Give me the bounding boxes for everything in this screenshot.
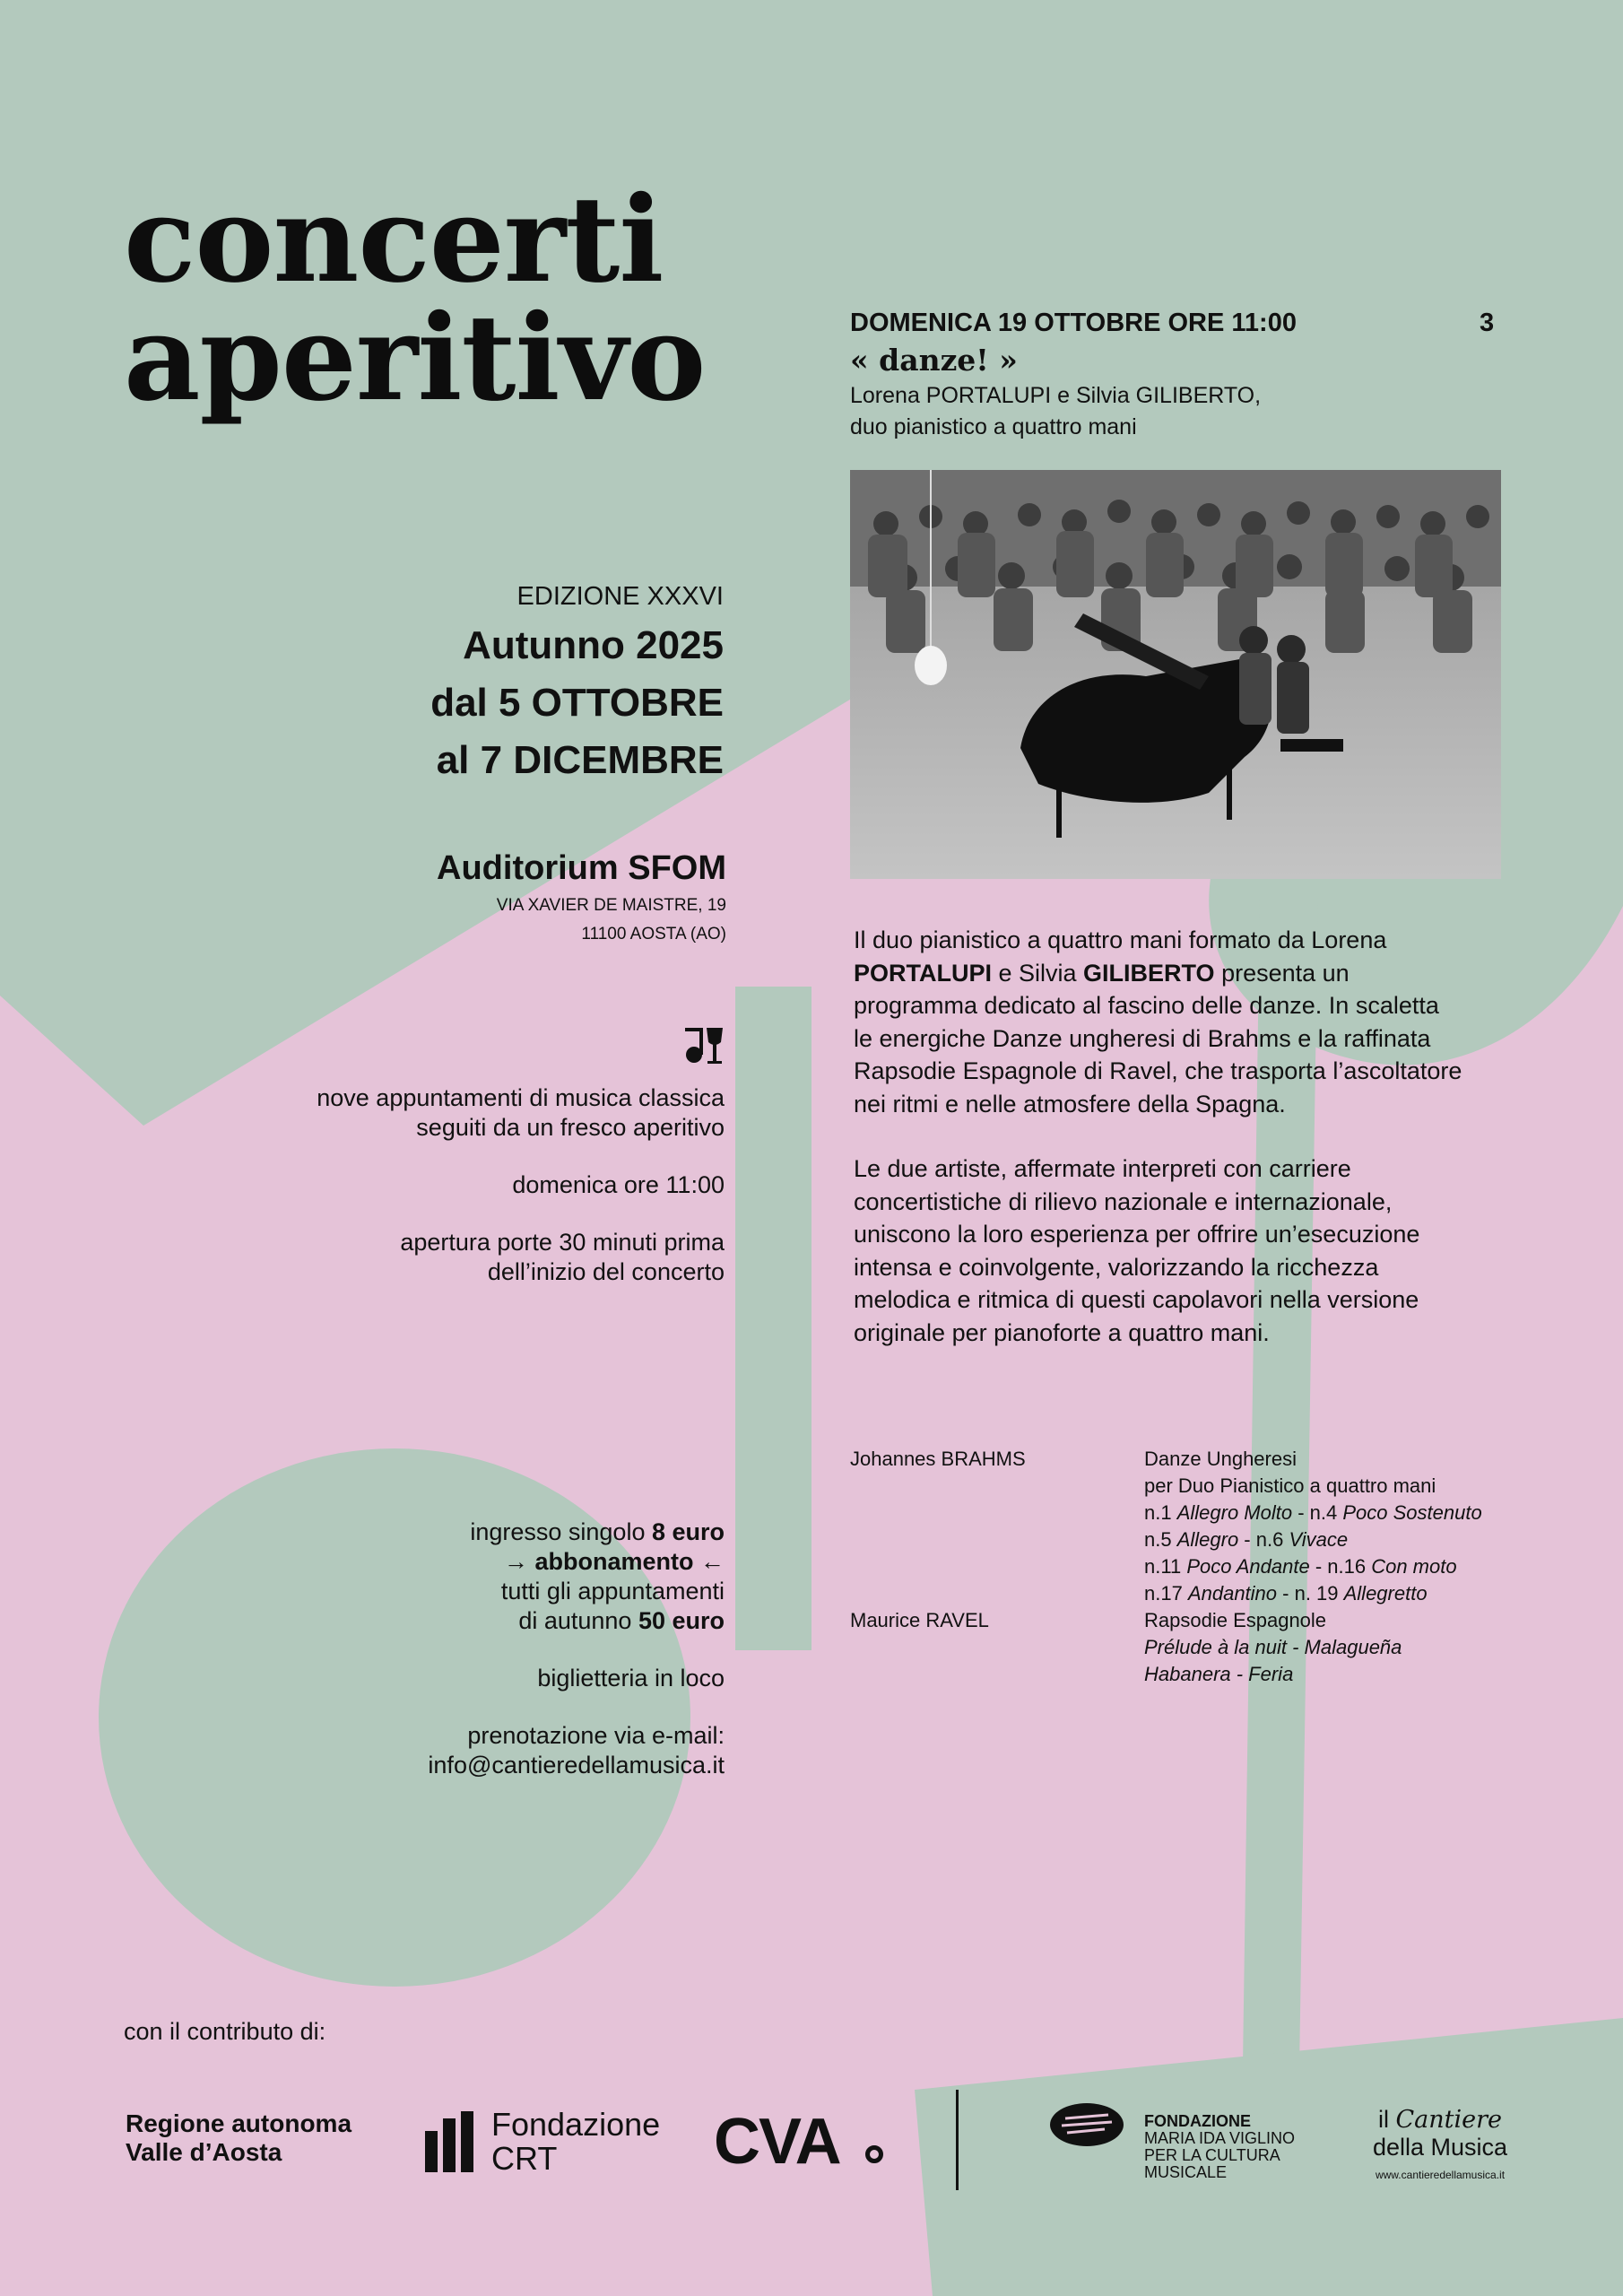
info-description-line1: nove appuntamenti di musica classica (317, 1084, 725, 1111)
concert-photo (850, 470, 1501, 879)
description-p1-connector: e Silvia (992, 959, 1084, 987)
sponsor-region-line2: Valle d’Aosta (126, 2138, 282, 2166)
description-p1-line3: programma dedicato al fascino delle danze. In scaletta (854, 992, 1439, 1019)
description-p1-line5: Rapsodie Espagnole di Ravel, che trasporta l’ascoltatore (854, 1057, 1462, 1084)
description-p1-line4: le energiche Danze ungheresi di Brahms e la raffinata (854, 1024, 1431, 1052)
program-work2-line1: Prélude à la nuit - Malagueña (1144, 1636, 1402, 1658)
concert-ensemble: duo pianistico a quattro mani (850, 414, 1137, 439)
crt-logo-icon (425, 2111, 481, 2172)
dance-number: n.5 (1144, 1528, 1177, 1551)
tickets-subscription: → abbonamento ← (503, 1548, 725, 1575)
tickets-block (187, 1518, 725, 1780)
concert-number: 3 (1480, 309, 1495, 337)
viglino-logo-icon (1049, 2102, 1124, 2147)
info-doors-line1: apertura porte 30 minuti prima (400, 1229, 725, 1256)
sponsors-label: con il contributo di: (124, 2018, 326, 2045)
edition-date-from: dal 5 OTTOBRE (430, 681, 724, 725)
venue-address-line1: VIA XAVIER DE MAISTRE, 19 (496, 896, 726, 915)
dance-number: n.1 (1144, 1501, 1177, 1524)
sponsor-region-logo (126, 2109, 352, 2167)
description-p2-line2: concertistiche di rilievo nazionale e internazionale, (854, 1187, 1393, 1215)
dance-tempo: Vivace (1289, 1528, 1349, 1551)
sponsor-crt-logo (491, 2108, 660, 2176)
dance-tempo: Con moto (1371, 1555, 1457, 1578)
cva-circle-icon (865, 2145, 883, 2163)
dance-tempo: Allegro (1176, 1528, 1239, 1551)
sponsor-cantiere-line2: della Musica (1372, 2134, 1508, 2161)
description-p2-line6: originale per pianoforte a quattro mani. (854, 1318, 1270, 1346)
tickets-box-office: biglietteria in loco (537, 1665, 725, 1692)
concert-date-suffix: OTTOBRE ORE 11:00 (1027, 309, 1297, 337)
edition-label: EDIZIONE XXXVI (516, 582, 724, 611)
info-description-line2: seguiti da un fresco aperitivo (416, 1114, 725, 1141)
sponsor-viglino-line2: MARIA IDA VIGLINO (1144, 2129, 1296, 2147)
performer1-surname: PORTALUPI (854, 959, 992, 987)
dance-tempo: Allegretto (1343, 1582, 1428, 1605)
venue-name: Auditorium SFOM (437, 849, 726, 887)
tickets-subscription-price: 50 euro (638, 1607, 725, 1634)
poster-title-line2: aperitivo (124, 289, 706, 428)
program-work1-row4 (1144, 1580, 1575, 1607)
dance-tempo: Andantino (1187, 1582, 1278, 1605)
edition-block (275, 581, 724, 789)
description-p1-line1: Il duo pianistico a quattro mani formato da Lorena (854, 926, 1387, 953)
info-schedule: domenica ore 11:00 (512, 1171, 725, 1198)
cantiere-article: il (1378, 2106, 1396, 2133)
performer2-surname: GILIBERTO (1083, 959, 1215, 987)
concert-description (854, 924, 1535, 1349)
info-block (187, 1083, 725, 1287)
program-work1-title: Danze Ungheresi (1144, 1448, 1297, 1470)
tickets-single-price: 8 euro (651, 1518, 725, 1545)
concert-performers: Lorena PORTALUPI e Silvia GILIBERTO, (850, 383, 1262, 408)
description-p1-line6: nei ritmi e nelle atmosfere della Spagna. (854, 1090, 1286, 1118)
sponsor-crt-line2: CRT (491, 2140, 558, 2177)
description-p2-line4: intensa e coinvolgente, valorizzando la ricchezza (854, 1253, 1379, 1281)
poster-title-line1: concerti (124, 170, 664, 309)
sponsor-cva-logo: CVA (714, 2106, 840, 2178)
sponsor-viglino-line1: FONDAZIONE (1144, 2112, 1251, 2130)
tickets-subscription-line2: tutti gli appuntamenti (500, 1578, 725, 1605)
description-p1-line2 (854, 957, 1535, 990)
music-glass-icon (683, 1026, 725, 1065)
dance-tempo: Allegro Molto (1176, 1501, 1293, 1524)
edition-season: Autunno 2025 (463, 623, 724, 667)
sponsor-divider (956, 2090, 959, 2190)
info-doors-line2: dell’inizio del concerto (487, 1258, 725, 1285)
tickets-booking-label: prenotazione via e-mail: (467, 1722, 725, 1749)
program-work1-subtitle: per Duo Pianistico a quattro mani (1144, 1474, 1436, 1497)
program-composer1: Johannes BRAHMS (850, 1448, 1026, 1470)
dance-tempo: Poco Sostenuto (1342, 1501, 1482, 1524)
tickets-single (187, 1518, 725, 1547)
sponsor-cantiere-url[interactable]: www.cantieredellamusica.it (1375, 2169, 1506, 2181)
description-p1-tail: presenta un (1214, 959, 1350, 987)
sponsor-viglino-line3: PER LA CULTURA (1144, 2146, 1280, 2164)
concert-title: « danze! » (850, 343, 1018, 378)
program-work2 (1144, 1607, 1575, 1688)
program-work2-line2: Habanera - Feria (1144, 1663, 1294, 1685)
edition-date-to: al 7 DICEMBRE (436, 738, 724, 782)
tickets-subscription-price-row (187, 1606, 725, 1636)
description-p2-line5: melodica e ritmica di questi capolavori nella versione (854, 1286, 1419, 1313)
description-p2-line1: Le due artiste, affermate interpreti con carriere (854, 1155, 1351, 1182)
program-composer2: Maurice RAVEL (850, 1609, 989, 1631)
tickets-subscription-label: di autunno (518, 1607, 638, 1634)
sponsor-cantiere-line1 (1359, 2106, 1521, 2134)
program-work1-row1 (1144, 1500, 1575, 1526)
description-p2-line3: uniscono la loro esperienza per offrire un’esecuzione (854, 1221, 1420, 1248)
program-work1 (1144, 1446, 1575, 1607)
dance-number: n.17 (1144, 1582, 1188, 1605)
tickets-single-label: ingresso singolo (470, 1518, 652, 1545)
concert-date-prefix: DOMENICA (850, 309, 998, 337)
dance-tempo: Poco Andante (1186, 1555, 1310, 1578)
tickets-booking-email[interactable]: info@cantieredellamusica.it (428, 1752, 725, 1779)
program-work1-row3 (1144, 1553, 1575, 1580)
sponsor-viglino-line4: MUSICALE (1144, 2163, 1228, 2181)
venue-block (278, 847, 726, 949)
dance-number: - n.16 (1309, 1555, 1372, 1578)
concert-date (850, 307, 1297, 339)
cantiere-word: Cantiere (1395, 2106, 1502, 2134)
program-work1-row2 (1144, 1526, 1575, 1553)
dance-number: - n.4 (1292, 1501, 1343, 1524)
program-work2-title: Rapsodie Espagnole (1144, 1609, 1327, 1631)
venue-address-line2: 11100 AOSTA (AO) (581, 925, 726, 944)
dance-number: - n. 19 (1277, 1582, 1344, 1605)
sponsor-region-line1: Regione autonoma (126, 2109, 352, 2137)
concert-date-day: 19 (997, 309, 1028, 337)
sponsor-viglino-logo (1144, 2113, 1295, 2181)
sponsor-cantiere-logo (1359, 2106, 1521, 2184)
sponsor-crt-line1: Fondazione (491, 2106, 661, 2143)
dance-number: - n.6 (1238, 1528, 1289, 1551)
dance-number: n.11 (1144, 1555, 1187, 1578)
